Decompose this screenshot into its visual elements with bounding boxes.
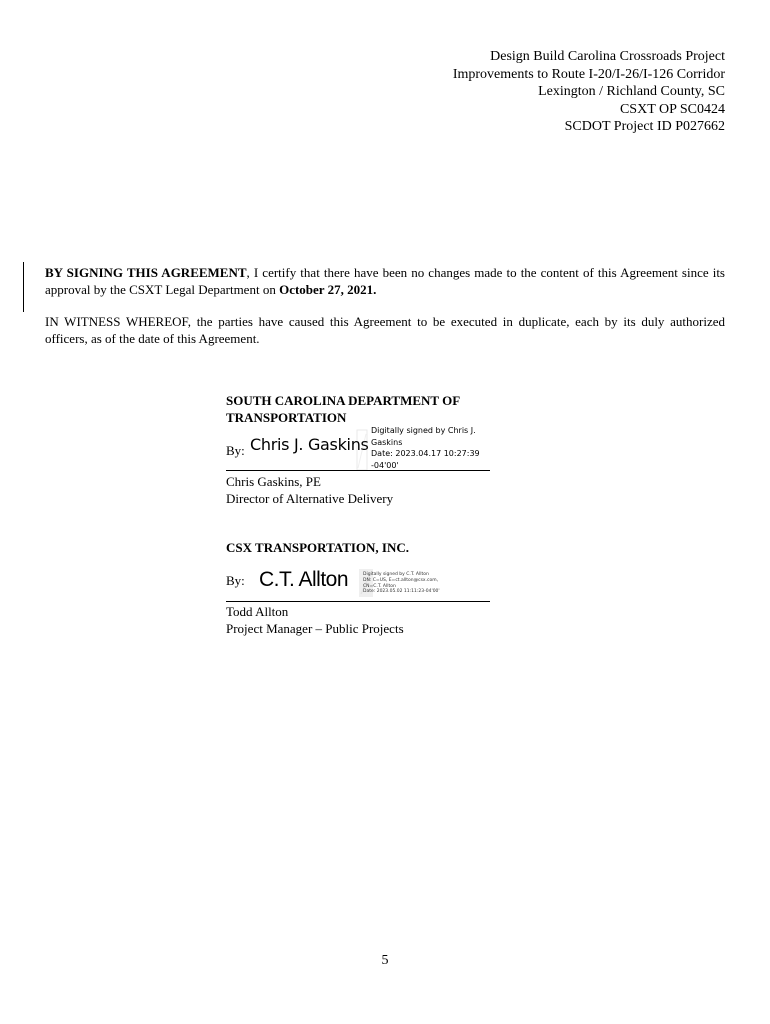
- csx-signer: [226, 604, 404, 637]
- scdot-signature: Chris J. Gaskins: [250, 435, 369, 454]
- certification-paragraph: [45, 264, 725, 298]
- csx-by-label: By:: [226, 573, 245, 588]
- document-header: [453, 48, 725, 136]
- header-line-project: Design Build Carolina Crossroads Project: [490, 49, 725, 64]
- scdot-digital-sig-line: -04'00': [371, 460, 399, 470]
- scdot-org-line1: SOUTH CAROLINA DEPARTMENT OF: [226, 393, 461, 408]
- scdot-signer: [226, 474, 393, 507]
- csx-signature: C.T. Allton: [259, 568, 349, 591]
- scdot-org-name: [226, 393, 486, 426]
- csx-digital-sig-line: CN=C.T. Allton: [363, 583, 396, 589]
- digital-signature-watermark-icon: [355, 428, 369, 472]
- revision-change-bar: [23, 262, 24, 312]
- csx-signer-title: Project Manager – Public Projects: [226, 620, 404, 636]
- scdot-org-line2: TRANSPORTATION: [226, 409, 347, 425]
- scdot-signer-name: Chris Gaskins, PE: [226, 474, 321, 489]
- certification-lead: BY SIGNING THIS AGREEMENT: [45, 265, 247, 280]
- scdot-digital-sig-line: Date: 2023.04.17 10:27:39: [371, 449, 480, 458]
- scdot-digital-sig-line: Digitally signed by Chris J.: [371, 426, 476, 435]
- scdot-digital-signature-info: [371, 425, 491, 471]
- header-line-scdot-id: SCDOT Project ID P027662: [564, 119, 725, 134]
- scdot-signer-title: Director of Alternative Delivery: [226, 490, 394, 506]
- page-number: 5: [381, 953, 389, 968]
- witness-paragraph: IN WITNESS WHEREOF, the parties have caused this Agreement to be executed in duplicate, each by its duly authorized officers, as of the date of this Agreement.: [45, 314, 725, 346]
- header-line-corridor: Improvements to Route I-20/I-26/I-126 Corridor: [452, 66, 725, 82]
- scdot-by-label: By:: [226, 443, 245, 458]
- header-line-csxt-op: CSXT OP SC0424: [619, 101, 725, 117]
- csx-digital-sig-line: DN: C=US, E=ct.allton@csx.com,: [363, 577, 439, 583]
- csx-signature-line: [226, 601, 490, 602]
- csx-digital-signature-info: [363, 572, 483, 595]
- csx-org-name: CSX TRANSPORTATION, INC.: [226, 540, 410, 555]
- csx-digital-sig-line: Digitally signed by C.T. Allton: [363, 572, 429, 577]
- scdot-digital-sig-line: Gaskins: [371, 437, 403, 447]
- header-line-county: Lexington / Richland County, SC: [538, 84, 725, 99]
- csx-signer-name: Todd Allton: [226, 604, 289, 619]
- scdot-signature-line: [226, 470, 490, 471]
- certification-text: , I certify that there have been no changes made to the content of this Agreement since its approval by the CSXT Legal Department on: [45, 265, 725, 297]
- csx-digital-sig-line: Date: 2023.05.02 11:11:23-04'00': [363, 589, 440, 595]
- certification-date: October 27, 2021.: [279, 282, 377, 297]
